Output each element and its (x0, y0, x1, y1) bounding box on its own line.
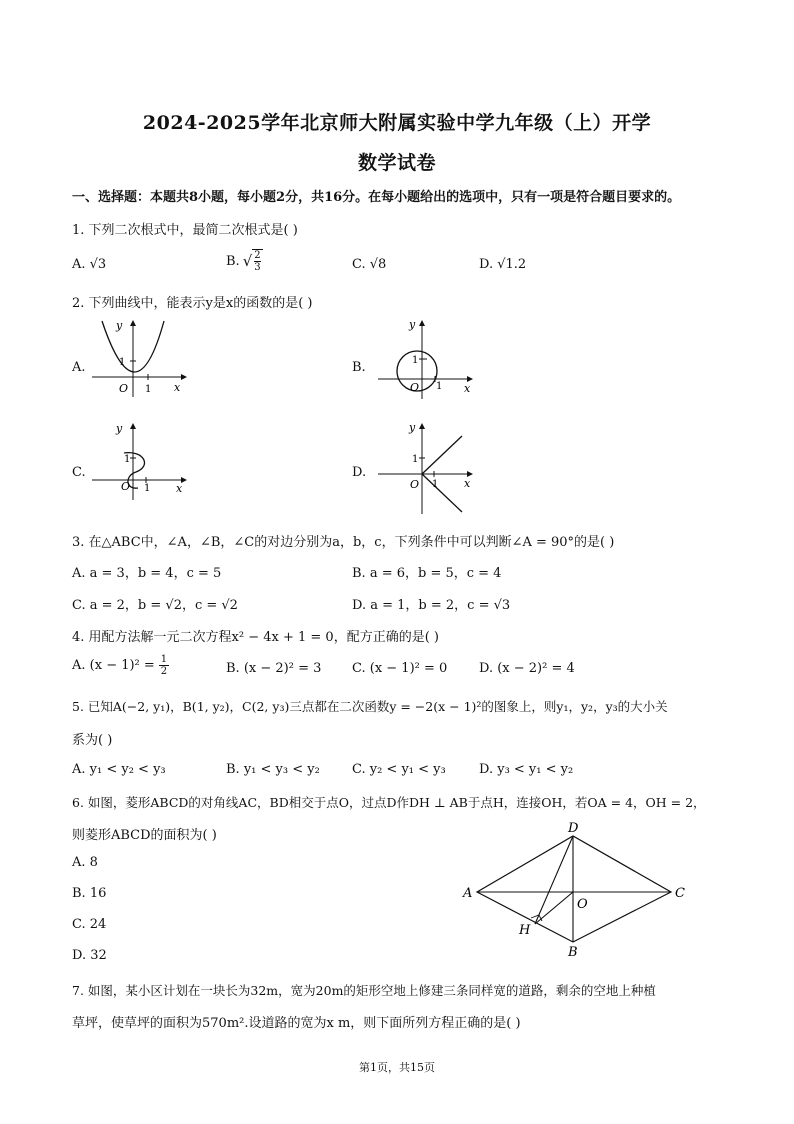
origin-label: O (119, 382, 129, 395)
graph-b-circle (372, 315, 482, 400)
graph-c-curve (88, 418, 198, 503)
axis-x-label: x (174, 381, 181, 394)
q2-label-b: B. (352, 360, 366, 375)
question-7-stem-line2: 草坪，使草坪的面积为570m².设道路的宽为x m，则下面所列方程正确的是( ) (72, 1016, 521, 1031)
origin-label: O (410, 381, 420, 394)
q4-a-numerator: 1 (160, 654, 168, 665)
q1-b-denominator: 3 (254, 262, 261, 273)
exam-title: 2024-2025学年北京师大附属实验中学九年级（上）开学 (142, 112, 652, 134)
tick-one-label: 1 (144, 483, 151, 494)
axis-y-label: y (116, 422, 123, 435)
tick-one-label: 1 (145, 384, 152, 395)
question-2-stem: 2. 下列曲线中，能表示y是x的函数的是( ) (72, 296, 313, 311)
q6-option-b: B. 16 (72, 886, 107, 901)
tick-one-label: 1 (412, 454, 419, 465)
q4-option-d: D. (x − 2)² = 4 (479, 661, 575, 676)
point-b-label: B (568, 945, 578, 960)
q6-option-a: A. 8 (72, 855, 98, 870)
graph-a-parabola (88, 315, 198, 400)
tick-one-label: 1 (412, 355, 419, 366)
q4-option-a (72, 654, 169, 677)
section-heading: 一、选择题：本题共8小题，每小题2分，共16分。在每小题给出的选项中，只有一项是符合题目要求的。 (72, 190, 681, 205)
tick-one-label: 1 (119, 357, 126, 368)
exam-subtitle: 数学试卷 (357, 152, 436, 174)
q6-option-d: D. 32 (72, 948, 107, 963)
q1-b-numerator: 2 (254, 250, 261, 261)
q2-label-d: D. (352, 465, 367, 480)
graph-d-v-shape (372, 418, 482, 518)
q4-option-c: C. (x − 1)² = 0 (352, 661, 448, 676)
question-1-stem: 1. 下列二次根式中，最简二次根式是( ) (72, 223, 298, 238)
tick-one-label: 1 (436, 381, 443, 392)
q4-option-b: B. (x − 2)² = 3 (226, 661, 322, 676)
q3-option-a: A. a = 3，b = 4，c = 5 (72, 566, 222, 581)
q1-option-b (226, 249, 263, 273)
point-a-label: A (463, 886, 473, 901)
question-5-stem-line2: 系为( ) (72, 733, 113, 748)
page-footer: 第1页，共15页 (359, 1061, 435, 1074)
q4-option-a-prefix: A. (x − 1)² = (72, 658, 155, 673)
q6-option-c: C. 24 (72, 917, 107, 932)
q1-option-d: D. √1.2 (479, 257, 527, 272)
tick-one-label: 1 (432, 479, 439, 490)
q1-option-b-prefix: B. (226, 253, 240, 269)
axis-x-label: x (464, 477, 471, 490)
rhombus-figure (455, 822, 695, 960)
axis-y-label: y (409, 421, 416, 434)
question-6-stem-line1: 6. 如图，菱形ABCD的对角线AC，BD相交于点O，过点D作DH ⊥ AB于点H，连接OH，若OA = 4，OH = 2， (72, 795, 706, 810)
origin-label: O (410, 478, 420, 491)
question-7-stem-line1: 7. 如图，某小区计划在一块长为32m，宽为20m的矩形空地上修建三条同样宽的道路，剩余的空地上种植 (72, 983, 656, 998)
axis-y-label: y (116, 319, 123, 332)
tick-one-label: 1 (124, 454, 131, 465)
axis-x-label: x (176, 482, 183, 495)
point-c-label: C (675, 886, 685, 901)
q5-option-d: D. y₃ < y₁ < y₂ (479, 762, 574, 777)
q5-option-a: A. y₁ < y₂ < y₃ (72, 762, 166, 777)
q1-option-c: C. √8 (352, 257, 387, 272)
q4-a-denominator: 2 (160, 666, 168, 677)
q3-option-c: C. a = 2，b = √2，c = √2 (72, 598, 238, 613)
question-6-stem-line2: 则菱形ABCD的面积为( ) (72, 828, 217, 843)
point-d-label: D (568, 822, 579, 836)
question-3-stem: 3. 在△ABC中，∠A，∠B，∠C的对边分别为a，b，c，下列条件中可以判断∠A = 90°的是( ) (72, 535, 615, 550)
q2-label-a: A. (72, 360, 86, 375)
point-h-label: H (519, 923, 531, 938)
q1-option-a: A. √3 (72, 257, 107, 272)
axis-x-label: x (464, 382, 471, 395)
q3-option-d: D. a = 1，b = 2，c = √3 (352, 598, 511, 613)
question-4-stem: 4. 用配方法解一元二次方程x² − 4x + 1 = 0，配方正确的是( ) (72, 630, 439, 645)
question-5-stem-line1: 5. 已知A(−2, y₁)，B(1, y₂)，C(2, y₃)三点都在二次函数y = −2(x − 1)²的图象上，则y₁，y₂，y₃的大小关 (72, 699, 668, 714)
q5-option-c: C. y₂ < y₁ < y₃ (352, 762, 446, 777)
axis-y-label: y (409, 318, 416, 331)
q5-option-b: B. y₁ < y₃ < y₂ (226, 762, 320, 777)
origin-label: O (121, 480, 131, 493)
sqrt-sign: √ (242, 252, 253, 270)
point-o-label: O (577, 897, 588, 912)
q3-option-b: B. a = 6，b = 5，c = 4 (352, 566, 502, 581)
q2-label-c: C. (72, 465, 86, 480)
